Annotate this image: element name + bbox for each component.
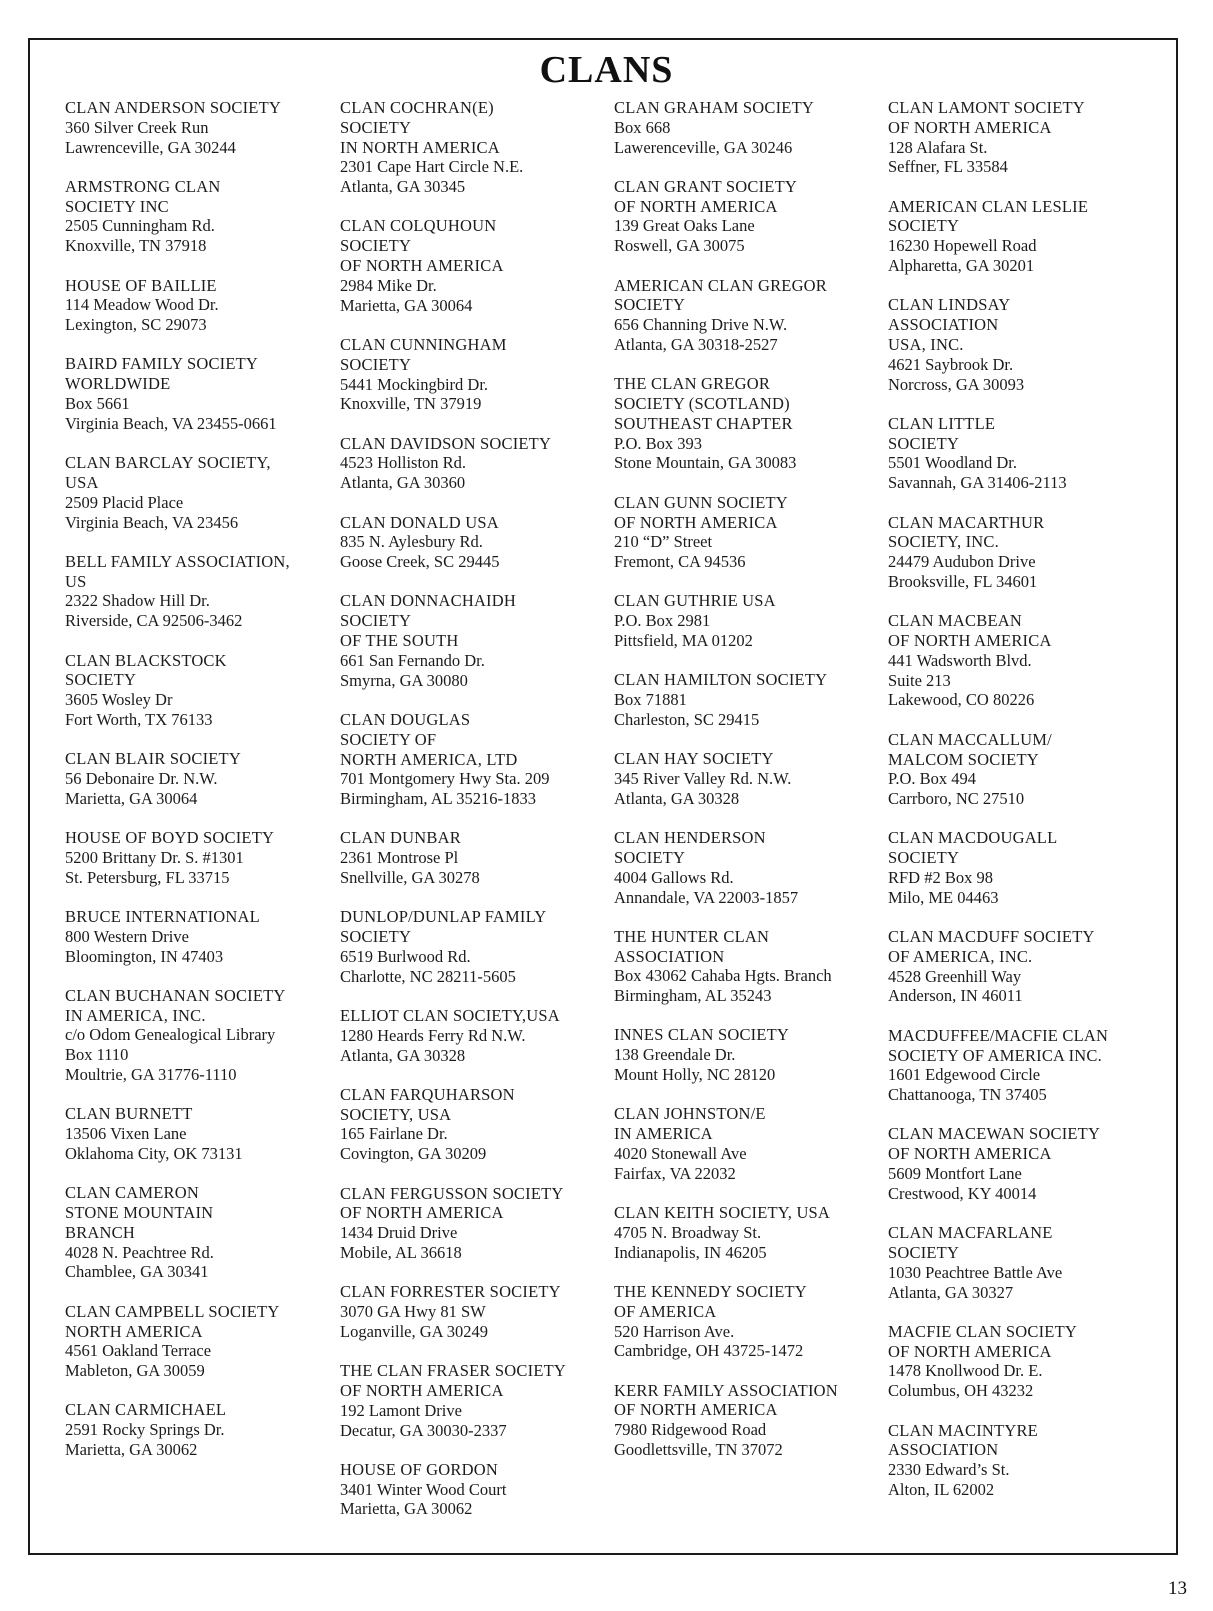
clan-address-line: Carrboro, NC 27510 [888, 789, 1025, 809]
clan-address-line: 5441 Mockingbird Dr. [340, 374, 489, 394]
clan-name: INNES CLAN SOCIETY [614, 1025, 790, 1045]
clan-address-line: NORTH AMERICA [65, 1321, 203, 1341]
clan-address-line: OF NORTH AMERICA [888, 1341, 1052, 1361]
clan-address-line: Goose Creek, SC 29445 [340, 552, 500, 572]
clan-address-line: SOCIETY OF AMERICA INC. [888, 1045, 1102, 1065]
clan-address-line: SOCIETY, USA [340, 1104, 452, 1124]
clan-address-line: Atlanta, GA 30318-2527 [614, 334, 778, 354]
clan-name: HOUSE OF BAILLIE [65, 275, 217, 295]
clan-address-line: 210 “D” Street [614, 532, 713, 552]
clan-name: CLAN FORRESTER SOCIETY [340, 1282, 561, 1302]
clan-entry [888, 730, 1158, 809]
clan-address-line: 2505 Cunningham Rd. [65, 216, 215, 236]
clan-entry [65, 651, 335, 730]
clan-address-line: OF THE SOUTH [340, 631, 459, 651]
clan-address-line: USA, INC. [888, 334, 964, 354]
clan-address-line: Knoxville, TN 37919 [340, 394, 482, 414]
clan-address-line: 2330 Edward’s St. [888, 1460, 1010, 1480]
clan-address-line: Birmingham, AL 35216-1833 [340, 789, 537, 809]
clan-address-line: OF AMERICA [614, 1301, 717, 1321]
clan-address-line: 2591 Rocky Springs Dr. [65, 1420, 225, 1440]
clan-entry [888, 1421, 1158, 1500]
clan-address-line: Snellville, GA 30278 [340, 868, 480, 887]
clan-name: BELL FAMILY ASSOCIATION, [65, 551, 290, 571]
clan-name: AMERICAN CLAN LESLIE [888, 196, 1089, 216]
clan-address-line: Virginia Beach, VA 23455-0661 [65, 413, 277, 433]
clan-address-line: Marietta, GA 30064 [65, 788, 198, 808]
clan-address-line: 4705 N. Broadway St. [614, 1222, 762, 1242]
clan-address-line: Fairfax, VA 22032 [614, 1163, 736, 1183]
clan-address-line: Norcross, GA 30093 [888, 374, 1025, 394]
clan-entry [614, 1203, 884, 1262]
clan-entry [614, 276, 884, 355]
clan-address-line: IN AMERICA [614, 1124, 713, 1144]
clan-address-line: BRANCH [65, 1222, 135, 1242]
clan-address-line: Loganville, GA 30249 [340, 1321, 489, 1341]
clan-entry [65, 907, 335, 966]
clan-entry [340, 434, 610, 493]
clan-name: CLAN DONNACHAIDH [340, 591, 516, 611]
clan-name: DUNLOP/DUNLAP FAMILY [340, 907, 547, 927]
clan-address-line: SOCIETY [340, 611, 412, 631]
clan-address-line: 3401 Winter Wood Court [340, 1479, 507, 1499]
clan-address-line: Roswell, GA 30075 [614, 236, 745, 256]
clan-name: CLAN GRAHAM SOCIETY [614, 98, 814, 117]
clan-name: CLAN HAY SOCIETY [614, 749, 774, 769]
clan-name: CLAN DUNBAR [340, 828, 461, 848]
clan-name: CLAN FERGUSSON SOCIETY [340, 1183, 564, 1203]
clan-address-line: SOCIETY [340, 927, 412, 947]
clan-address-line: 1280 Heards Ferry Rd N.W. [340, 1025, 526, 1045]
clan-entry [614, 670, 884, 729]
clan-entry [65, 276, 335, 335]
clan-address-line: Marietta, GA 30062 [340, 1499, 473, 1519]
clan-address-line: 13506 Vixen Lane [65, 1124, 187, 1144]
clan-address-line: SOCIETY, INC. [888, 532, 999, 552]
clan-entry [614, 98, 884, 157]
clan-entry [65, 986, 335, 1085]
clan-address-line: Atlanta, GA 30328 [614, 788, 740, 808]
clan-entry [340, 907, 610, 986]
clan-address-line: 2509 Placid Place [65, 492, 184, 512]
clan-address-line: STONE MOUNTAIN [65, 1203, 214, 1223]
page-number: 13 [1168, 1578, 1187, 1599]
clan-name: MACDUFFEE/MACFIE CLAN [888, 1025, 1109, 1045]
clan-name: CLAN LITTLE [888, 413, 996, 433]
clan-name: THE HUNTER CLAN [614, 926, 770, 946]
clan-address-line: 5200 Brittany Dr. S. #1301 [65, 847, 244, 867]
clan-address-line: OF NORTH AMERICA [888, 117, 1052, 137]
clan-address-line: 16230 Hopewell Road [888, 236, 1037, 256]
clan-address-line: Stone Mountain, GA 30083 [614, 453, 797, 473]
clan-entry [614, 828, 884, 907]
clan-address-line: Goodlettsville, TN 37072 [614, 1440, 783, 1460]
clan-name: CLAN KEITH SOCIETY, USA [614, 1203, 831, 1223]
clan-address-line: 5609 Montfort Lane [888, 1164, 1022, 1184]
clan-entry [65, 1302, 335, 1381]
clan-name: CLAN DOUGLAS [340, 709, 471, 729]
clan-entry [888, 1124, 1158, 1203]
clan-address-line: SOCIETY [340, 354, 412, 374]
clan-address-line: Lakewood, CO 80226 [888, 690, 1035, 710]
clan-address-line: Atlanta, GA 30345 [340, 177, 466, 197]
clan-entry [340, 1361, 610, 1440]
clan-address-line: IN AMERICA, INC. [65, 1005, 206, 1025]
clan-name: THE CLAN GREGOR [614, 374, 771, 394]
clan-address-line: 6519 Burlwood Rd. [340, 946, 471, 966]
clan-address-line: 128 Alafara St. [888, 137, 988, 157]
clan-address-line: Alpharetta, GA 30201 [888, 256, 1035, 276]
clan-address-line: IN NORTH AMERICA [340, 137, 500, 157]
clan-address-line: Seffner, FL 33584 [888, 157, 1008, 177]
clan-address-line: OF AMERICA, INC. [888, 946, 1033, 966]
clan-address-line: 4621 Saybrook Dr. [888, 354, 1014, 374]
directory-column-1 [65, 98, 335, 1479]
clan-address-line: 2301 Cape Hart Circle N.E. [340, 157, 524, 177]
clan-entry [65, 1183, 335, 1282]
clan-address-line: Decatur, GA 30030-2337 [340, 1420, 507, 1440]
clan-address-line: Crestwood, KY 40014 [888, 1183, 1037, 1203]
clan-address-line: Chattanooga, TN 37405 [888, 1085, 1047, 1105]
clan-address-line: P.O. Box 393 [614, 433, 703, 453]
clan-entry [614, 1104, 884, 1183]
clan-address-line: St. Petersburg, FL 33715 [65, 867, 230, 887]
clan-entry [614, 927, 884, 1006]
clan-entry [65, 453, 335, 532]
clan-entry [65, 749, 335, 808]
clan-address-line: 4020 Stonewall Ave [614, 1143, 747, 1163]
clan-address-line: 24479 Audubon Drive [888, 552, 1036, 572]
clan-address-line: Oklahoma City, OK 73131 [65, 1143, 243, 1163]
clan-address-line: SOCIETY [614, 295, 686, 315]
clan-entry [888, 1322, 1158, 1401]
clan-entry [340, 513, 610, 572]
clan-address-line: 2361 Montrose Pl [340, 848, 459, 868]
clan-name: CLAN BARCLAY SOCIETY, [65, 453, 271, 473]
clan-entry [888, 1026, 1158, 1105]
clan-address-line: Lawrenceville, GA 30244 [65, 137, 236, 157]
clan-address-line: 360 Silver Creek Run [65, 117, 209, 137]
clan-address-line: Riverside, CA 92506-3462 [65, 611, 243, 631]
clan-name: CLAN CAMPBELL SOCIETY [65, 1301, 280, 1321]
clan-address-line: 192 Lamont Drive [340, 1400, 462, 1420]
clan-name: CLAN LAMONT SOCIETY [888, 98, 1085, 117]
clan-address-line: Atlanta, GA 30327 [888, 1282, 1014, 1302]
clan-address-line: 2984 Mike Dr. [340, 275, 437, 295]
clan-address-line: 56 Debonaire Dr. N.W. [65, 769, 218, 789]
clan-address-line: Marietta, GA 30064 [340, 295, 473, 315]
clan-name: HOUSE OF GORDON [340, 1459, 498, 1479]
clan-name: HOUSE OF BOYD SOCIETY [65, 828, 275, 848]
clan-address-line: 4528 Greenhill Way [888, 966, 1022, 986]
directory-column-3 [614, 98, 884, 1479]
clan-address-line: SOCIETY OF [340, 729, 437, 749]
clan-address-line: Columbus, OH 43232 [888, 1381, 1034, 1401]
clan-address-line: US [65, 571, 87, 591]
clan-address-line: Box 5661 [65, 394, 130, 414]
clan-address-line: Annandale, VA 22003-1857 [614, 887, 799, 907]
clan-address-line: 345 River Valley Rd. N.W. [614, 769, 792, 789]
clan-address-line: Milo, ME 04463 [888, 887, 999, 907]
clan-name: CLAN DAVIDSON SOCIETY [340, 433, 552, 453]
clan-address-line: Pittsfield, MA 01202 [614, 631, 753, 651]
clan-address-line: Charlotte, NC 28211-5605 [340, 966, 516, 986]
clan-name: BRUCE INTERNATIONAL [65, 907, 260, 926]
clan-address-line: Cambridge, OH 43725-1472 [614, 1341, 804, 1361]
clan-name: CLAN HAMILTON SOCIETY [614, 670, 828, 690]
clan-address-line: 656 Channing Drive N.W. [614, 315, 788, 335]
clan-name: THE CLAN FRASER SOCIETY [340, 1361, 566, 1381]
clan-address-line: 1030 Peachtree Battle Ave [888, 1262, 1063, 1282]
clan-address-line: Savannah, GA 31406-2113 [888, 473, 1067, 493]
clan-name: BAIRD FAMILY SOCIETY [65, 354, 259, 374]
clan-name: ARMSTRONG CLAN [65, 176, 221, 196]
clan-address-line: OF NORTH AMERICA [614, 512, 778, 532]
clan-address-line: Mableton, GA 30059 [65, 1361, 205, 1381]
clan-address-line: Anderson, IN 46011 [888, 986, 1023, 1006]
clan-name: CLAN CAMERON [65, 1183, 199, 1203]
clan-name: CLAN BLACKSTOCK [65, 650, 227, 670]
clan-address-line: 3070 GA Hwy 81 SW [340, 1302, 486, 1322]
clan-address-line: RFD #2 Box 98 [888, 868, 993, 887]
clan-address-line: Fort Worth, TX 76133 [65, 709, 213, 729]
clan-address-line: SOCIETY [340, 117, 412, 137]
clan-address-line: 4004 Gallows Rd. [614, 867, 734, 887]
clan-address-line: Atlanta, GA 30360 [340, 473, 466, 493]
clan-name: CLAN MACARTHUR [888, 512, 1045, 532]
clan-name: CLAN COLQUHOUN [340, 216, 497, 236]
clan-name: CLAN JOHNSTON/E [614, 1104, 766, 1124]
clan-entry [888, 611, 1158, 710]
clan-name: CLAN MACINTYRE [888, 1420, 1038, 1440]
clan-address-line: Covington, GA 30209 [340, 1144, 487, 1164]
clan-address-line: Suite 213 [888, 670, 951, 690]
clan-address-line: Brooksville, FL 34601 [888, 571, 1038, 591]
clan-entry [614, 374, 884, 473]
clan-entry [614, 749, 884, 808]
clan-address-line: Mount Holly, NC 28120 [614, 1065, 776, 1085]
clan-address-line: SOCIETY [888, 216, 960, 236]
clan-address-line: Indianapolis, IN 46205 [614, 1242, 767, 1262]
clan-entry [888, 513, 1158, 592]
clan-entry [340, 591, 610, 690]
clan-name: CLAN ANDERSON SOCIETY [65, 98, 281, 117]
clan-address-line: Alton, IL 62002 [888, 1479, 995, 1499]
clan-address-line: SOCIETY [888, 433, 960, 453]
clan-address-line: Chamblee, GA 30341 [65, 1262, 209, 1282]
clan-address-line: Lexington, SC 29073 [65, 315, 207, 335]
clan-entry [65, 1104, 335, 1163]
clan-name: ELLIOT CLAN SOCIETY,USA [340, 1005, 560, 1025]
clan-entry [888, 98, 1158, 177]
clan-address-line: Lawerenceville, GA 30246 [614, 137, 793, 157]
clan-name: CLAN MACEWAN SOCIETY [888, 1124, 1101, 1144]
clan-entry [65, 552, 335, 631]
clan-entry [888, 927, 1158, 1006]
clan-address-line: SOCIETY [888, 1242, 960, 1262]
clan-address-line: 661 San Fernando Dr. [340, 650, 485, 670]
clan-entry [65, 177, 335, 256]
clan-address-line: Bloomington, IN 47403 [65, 946, 224, 966]
clan-entry [614, 591, 884, 650]
clan-address-line: NORTH AMERICA, LTD [340, 749, 518, 769]
clan-name: CLAN LINDSAY [888, 295, 1011, 315]
clan-name: CLAN CUNNINGHAM [340, 334, 507, 354]
clan-name: AMERICAN CLAN GREGOR [614, 275, 828, 295]
clan-address-line: Box 668 [614, 117, 671, 137]
clan-address-line: MALCOM SOCIETY [888, 749, 1039, 769]
clan-address-line: Charleston, SC 29415 [614, 709, 760, 729]
clan-entry [340, 216, 610, 315]
clan-address-line: Box 1110 [65, 1045, 129, 1065]
clan-address-line: SOCIETY [888, 848, 960, 868]
clan-address-line: Marietta, GA 30062 [65, 1440, 198, 1460]
clan-address-line: USA [65, 472, 99, 492]
clan-entry [340, 828, 610, 887]
clan-name: CLAN MACFARLANE [888, 1223, 1053, 1243]
clan-entry [65, 98, 335, 157]
clan-address-line: Box 43062 Cahaba Hgts. Branch [614, 966, 832, 986]
clan-entry [614, 1381, 884, 1460]
clan-address-line: Knoxville, TN 37918 [65, 236, 207, 256]
clan-entry [340, 1282, 610, 1341]
clan-address-line: 114 Meadow Wood Dr. [65, 295, 219, 315]
clan-name: CLAN GRANT SOCIETY [614, 176, 797, 196]
clan-address-line: 4561 Oakland Terrace [65, 1341, 212, 1361]
clan-address-line: Mobile, AL 36618 [340, 1242, 462, 1262]
clan-address-line: 835 N. Aylesbury Rd. [340, 532, 483, 552]
clan-address-line: SOCIETY INC [65, 196, 169, 216]
clan-name: CLAN MACCALLUM/ [888, 729, 1052, 749]
clan-address-line: 4028 N. Peachtree Rd. [65, 1242, 214, 1262]
clan-address-line: 4523 Holliston Rd. [340, 453, 467, 473]
clan-name: CLAN HENDERSON [614, 828, 766, 848]
clan-address-line: 3605 Wosley Dr [65, 690, 173, 710]
directory-column-4 [888, 98, 1158, 1519]
clan-address-line: ASSOCIATION [888, 315, 999, 335]
clan-address-line: SOUTHEAST CHAPTER [614, 413, 793, 433]
clan-entry [340, 1184, 610, 1263]
clan-address-line: OF NORTH AMERICA [340, 1380, 504, 1400]
clan-entry [614, 1282, 884, 1361]
clan-address-line: P.O. Box 494 [888, 769, 977, 789]
clan-name: MACFIE CLAN SOCIETY [888, 1321, 1077, 1341]
clan-address-line: WORLDWIDE [65, 374, 171, 394]
clan-address-line: Box 71881 [614, 690, 687, 710]
clan-address-line: SOCIETY [65, 670, 137, 690]
clan-address-line: OF NORTH AMERICA [614, 1400, 778, 1420]
clan-address-line: P.O. Box 2981 [614, 611, 711, 631]
clan-name: CLAN BURNETT [65, 1104, 193, 1124]
clan-address-line: 139 Great Oaks Lane [614, 216, 755, 236]
clan-entry [65, 1400, 335, 1459]
clan-address-line: 1601 Edgewood Circle [888, 1065, 1041, 1085]
clan-address-line: 7980 Ridgewood Road [614, 1420, 767, 1440]
clan-entry [888, 197, 1158, 276]
clan-address-line: 520 Harrison Ave. [614, 1321, 735, 1341]
clan-entry [888, 828, 1158, 907]
clan-address-line: 1434 Druid Drive [340, 1223, 458, 1243]
clan-entry [340, 1460, 610, 1519]
clan-name: CLAN MACDUFF SOCIETY [888, 927, 1095, 947]
clan-name: CLAN FARQUHARSON [340, 1084, 515, 1104]
clan-entry [65, 828, 335, 887]
clan-address-line: 165 Fairlane Dr. [340, 1124, 448, 1144]
clan-address-line: 441 Wadsworth Blvd. [888, 650, 1032, 670]
clan-address-line: ASSOCIATION [614, 946, 725, 966]
clan-entry [340, 98, 610, 197]
clan-entry [888, 295, 1158, 394]
clan-entry [65, 354, 335, 433]
clan-name: CLAN GUTHRIE USA [614, 591, 776, 611]
clan-name: CLAN MACDOUGALL [888, 828, 1058, 848]
clan-entry [888, 1223, 1158, 1302]
clan-address-line: OF NORTH AMERICA [888, 1144, 1052, 1164]
clan-name: CLAN BUCHANAN SOCIETY [65, 985, 286, 1005]
clan-entry [340, 335, 610, 414]
clan-address-line: OF NORTH AMERICA [340, 1203, 504, 1223]
clan-address-line: Birmingham, AL 35243 [614, 986, 772, 1006]
clan-address-line: OF NORTH AMERICA [340, 256, 504, 276]
clan-name: CLAN DONALD USA [340, 512, 499, 532]
clan-address-line: Atlanta, GA 30328 [340, 1045, 466, 1065]
clan-address-line: Fremont, CA 94536 [614, 552, 746, 572]
clan-entry [340, 1006, 610, 1065]
clan-entry [614, 177, 884, 256]
clan-name: CLAN GUNN SOCIETY [614, 492, 788, 512]
clan-address-line: 800 Western Drive [65, 926, 189, 946]
clan-address-line: OF NORTH AMERICA [888, 631, 1052, 651]
clan-name: CLAN COCHRAN(E) [340, 98, 494, 117]
clan-name: THE KENNEDY SOCIETY [614, 1281, 807, 1301]
clan-name: CLAN CARMICHAEL [65, 1400, 227, 1420]
clan-address-line: SOCIETY [614, 847, 686, 867]
clan-address-line: ASSOCIATION [888, 1440, 999, 1460]
clan-entry [888, 414, 1158, 493]
clan-address-line: Smyrna, GA 30080 [340, 670, 468, 690]
clan-address-line: Virginia Beach, VA 23456 [65, 512, 239, 532]
clan-address-line: SOCIETY (SCOTLAND) [614, 394, 790, 414]
clan-name: KERR FAMILY ASSOCIATION [614, 1380, 838, 1400]
clan-entry [614, 493, 884, 572]
clan-address-line: c/o Odom Genealogical Library [65, 1025, 276, 1045]
clan-address-line: 138 Greendale Dr. [614, 1045, 736, 1065]
clan-address-line: OF NORTH AMERICA [614, 196, 778, 216]
page-title: CLANS [539, 49, 674, 91]
clan-address-line: SOCIETY [340, 236, 412, 256]
clan-address-line: Moultrie, GA 31776-1110 [65, 1065, 237, 1085]
clan-entry [614, 1025, 884, 1084]
clan-entry [340, 1085, 610, 1164]
clan-name: CLAN MACBEAN [888, 611, 1022, 631]
clan-address-line: 5501 Woodland Dr. [888, 453, 1017, 473]
clan-address-line: 2322 Shadow Hill Dr. [65, 591, 210, 611]
clan-name: CLAN BLAIR SOCIETY [65, 749, 241, 769]
clan-address-line: 701 Montgomery Hwy Sta. 209 [340, 769, 550, 789]
clan-address-line: 1478 Knollwood Dr. E. [888, 1361, 1043, 1381]
directory-column-2 [340, 98, 610, 1539]
clan-entry [340, 710, 610, 809]
